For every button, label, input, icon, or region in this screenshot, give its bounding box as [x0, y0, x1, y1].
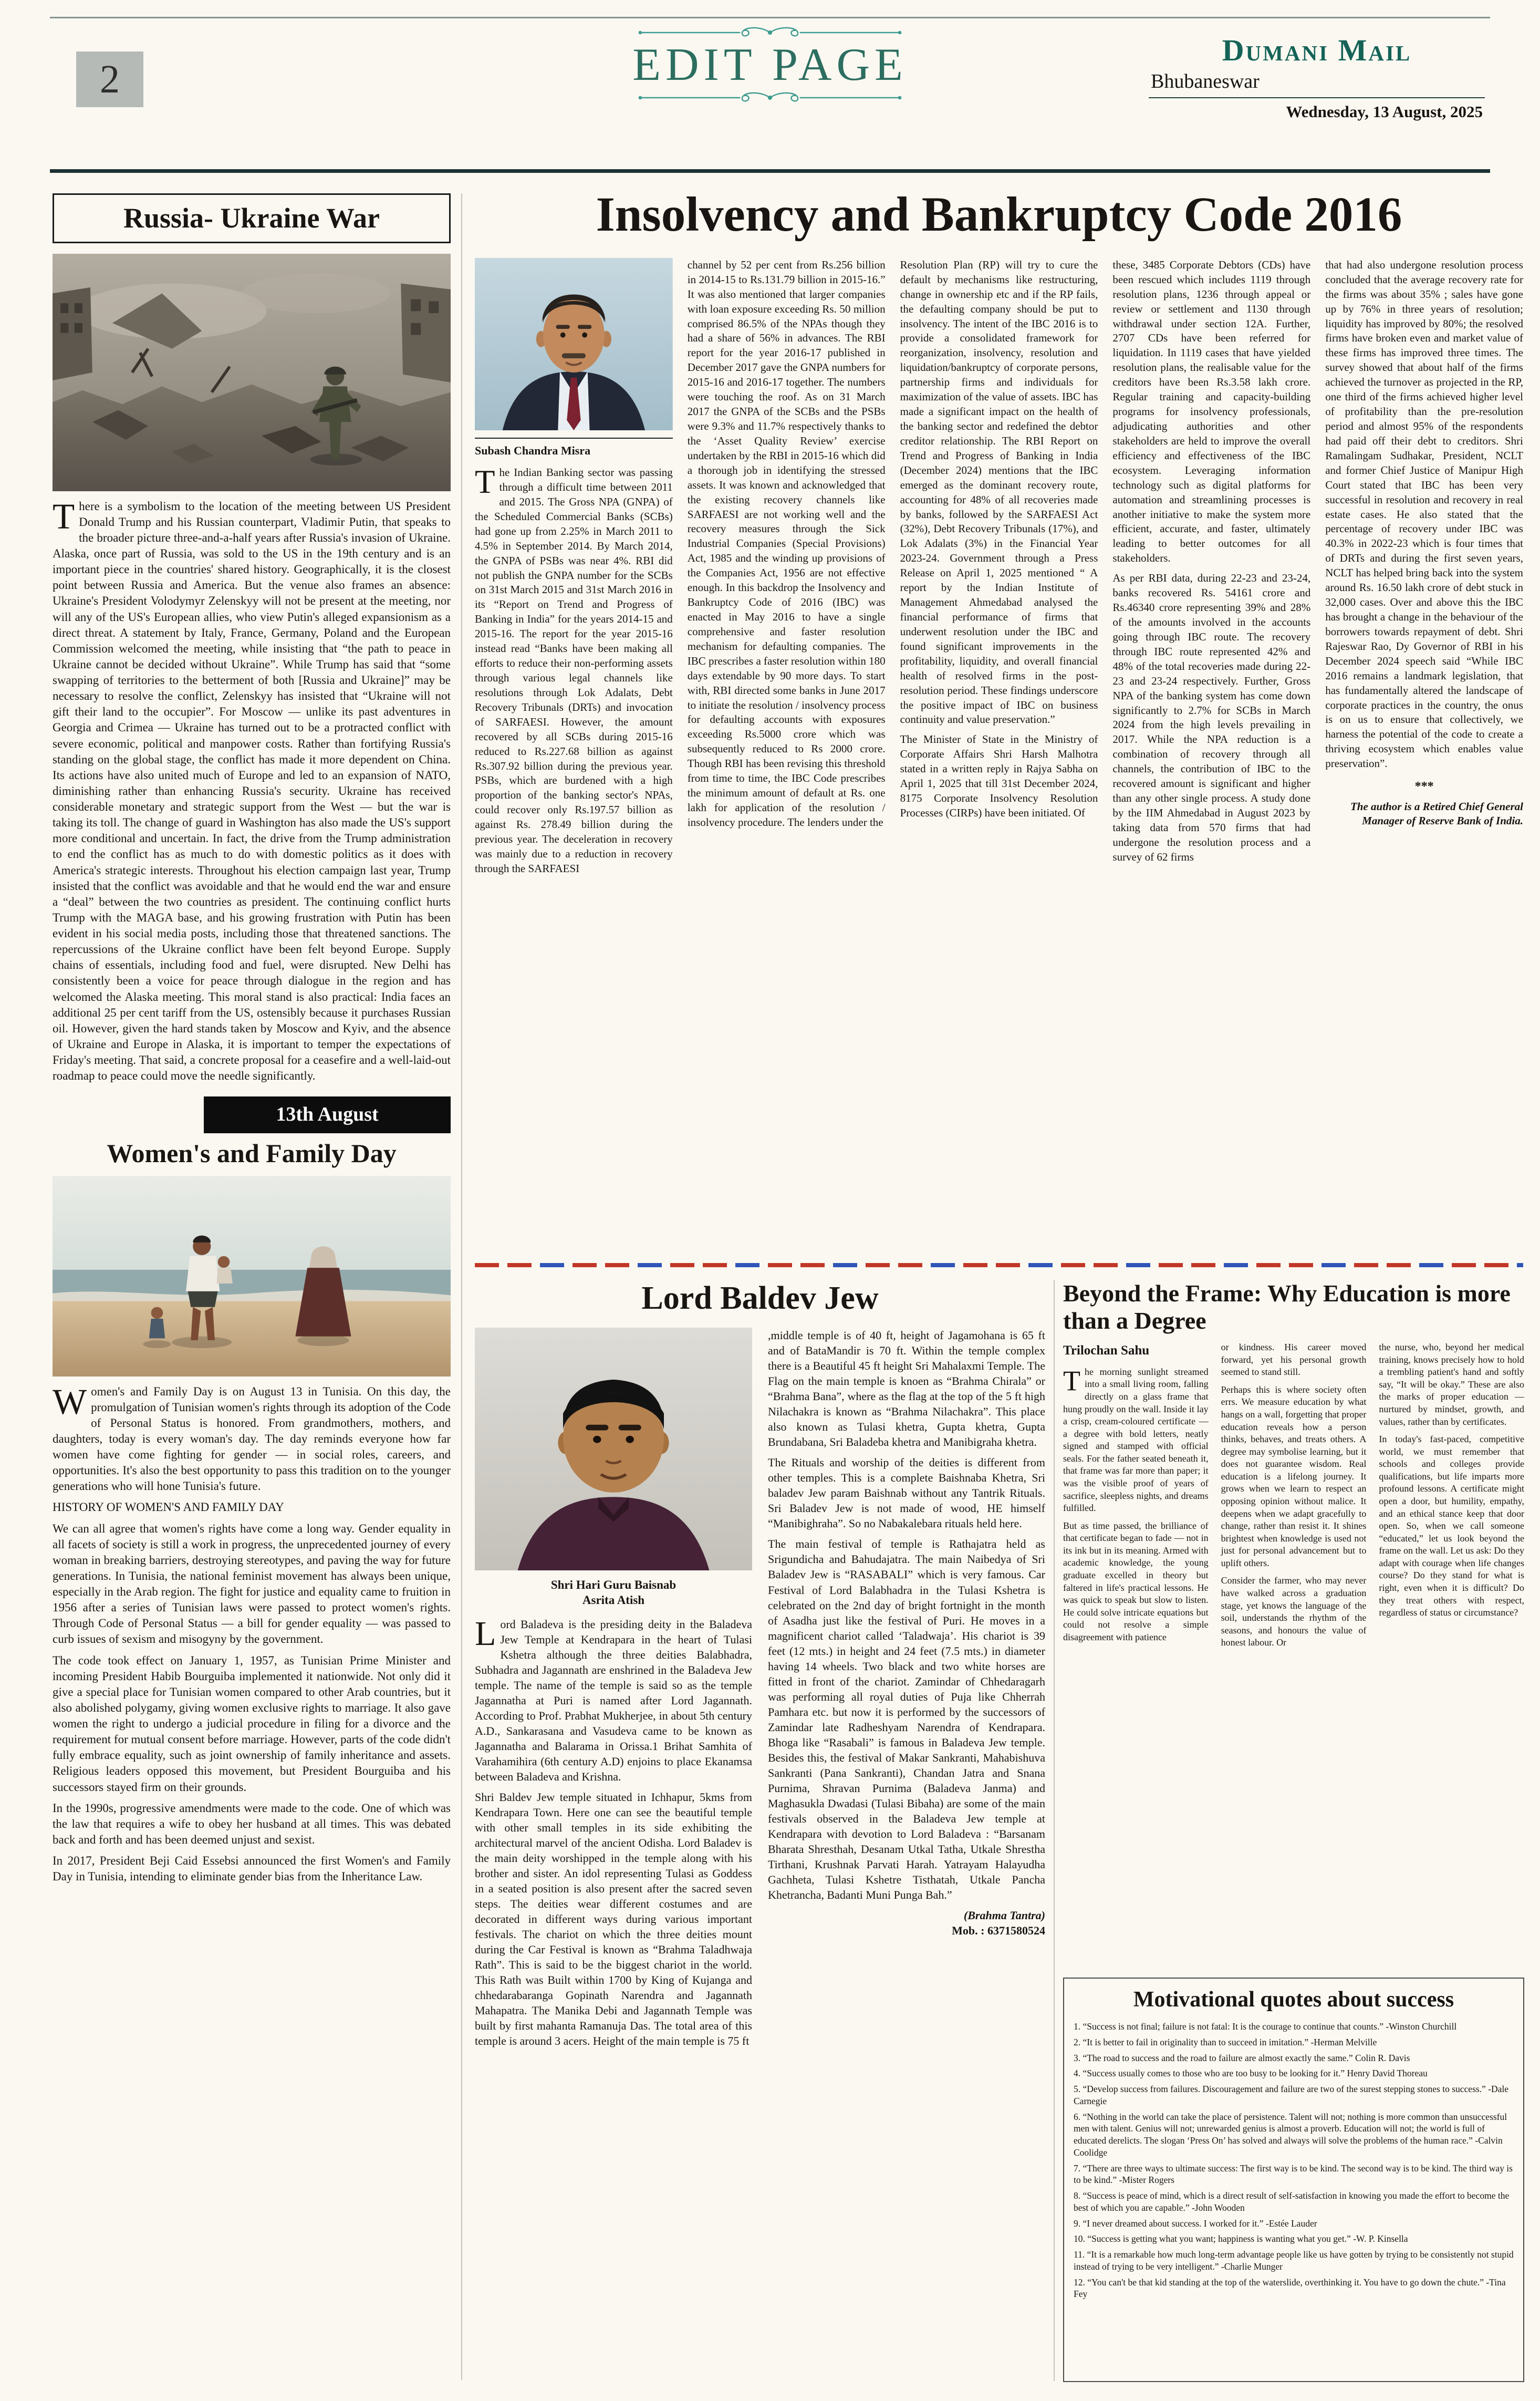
misra-portrait-illustration: [475, 258, 673, 430]
quote-item: 6. “Nothing in the world can take the place of persistence. Talent will not; nothing is more common than unsuccessful men with talent. Genius will not; unrewarded genius is almost a proverb. Education will not; the world is full of educated derelicts. The slogan ‘Press On’ has solved and always will solve the problems of the human race.” -Calvin Coolidge: [1074, 2111, 1507, 2158]
paragraph: Lord Baladeva is the presiding deity in the Baladeva Jew Temple at Kendrapara in the heart of Tulasi Kshetra although the three deities Balabhadra, Subhadra and Jagannath are enshrined in the Baladeva Jew temple. The name of the temple is said so as the temple Jagannatha at Puri is named after Lord Jagannath. According to Prof. Prabhat Mukherjee, in about 5th century A.D., Sankarasana and Vasudeva came to be known as Jagannatha and Balarama in Orissa.1 Brihat Samhita of Varahamihira (6th century A.D) enjoins to place Ekanamsa between Baladeva and Krishna.: [475, 1614, 752, 1783]
insolvency-col1-text: [475, 465, 673, 876]
issue-date: Wednesday, 13 August, 2025: [1286, 102, 1483, 121]
page-number: 2: [76, 51, 143, 107]
paragraph: these, 3485 Corporate Debtors (CDs) have been rescued which includes 1119 through resolution plans, 1236 through appeal or review or settlement and 1130 through withdrawal under section 12A. Further, 2707 CDs have been referred for liquidation. In 1119 cases that have yielded resolution plans, the realisable value for the creditors have been Rs.3.58 lakh crore. Regular training and capacity-building programs for insolvency professionals, adjudicating authorities and other stakeholders are held to improve the overall efficiency and effectiveness of the IBC ecosystem. Leveraging information technology such as digital platforms for automation and streamlining processes is another initiative to make the system more efficient, accurate, and faster, ultimately leading to better outcomes for all stakeholders.: [1112, 258, 1311, 565]
education-col-3: [1379, 1341, 1524, 1654]
quotes-list: [1074, 2021, 1514, 2300]
paragraph: Shri Baldev Jew temple situated in Ichhapur, 5kms from Kendrapara Town. Here one can see the beautiful temple with other small temples in its side exhibiting the architectural marvel of the ancient Odisha. Lord Baladev is the main deity worshipped in the temple along with his brother and sister. An idol representing Tulasi as Goddess in a seated position is also present after the sacred seven steps. The deities wear different costumes and are decorated in different ways during various important festivals. The chariot on which the three deities mount during the Car Festival is known as “Brahma Taladhwaja Rath”. This is said to be the biggest chariot in the world. This Rath was Built within 1700 by King of Kujanga and chhedarabaranga Gopinath Narendra and Jagannath Mahapatra. The Manika Debi and Jagannath Temple was built by first mahanta Ramanuja Das. The total area of this temple is around 3 acers. Height of the main temple is 75 ft: [475, 1790, 752, 2048]
paragraph: We can all agree that women's rights have come a long way. Gender equality in all facets of society is still a work in progress, the unprecedented journey of every woman in breaking barriers, destroying stereotypes, and paving the way for future generations. In Tunisia, the national feminist movement has always been unique, especially in the Arab region. The fight for justice and equality came to fruition in 1956 after a series of Tunisian laws were passed to protect women's rights. Through Code of Personal Status — a bill for gender equality — was passed to curb issues of sexism and misogyny by the government.: [53, 1522, 451, 1646]
top-rule: [50, 17, 1490, 18]
brahma-tantra-signoff: (Brahma Tantra): [963, 1909, 1045, 1922]
paragraph: The Rituals and worship of the deities is different from other temples. This is a complete Baishnaba Khetra, Sri baladev Jew param Baishnab without any Tantrik Rituals. Sri Baladev Jew is not made of wood, HE himself “Manibighraha”. So no Nabakalebara rituals held here.: [768, 1456, 1045, 1530]
paragraph: HISTORY OF WOMEN'S AND FAMILY DAY: [53, 1500, 284, 1514]
footer-stars: ***: [1414, 780, 1434, 794]
banner-13-august: 13th August: [204, 1096, 451, 1133]
education-col1-text: [1063, 1366, 1209, 1644]
masthead-right: [1149, 35, 1485, 121]
paragraph: The main festival of temple is Rathajatra held as Srigundicha and Bahudajatra. The main Naibedya of Sri Baladev Jew is “RASABALI” which is very famous. Car Festival of Lord Balabhadra in the Tulasi Kshetra is celebrated on the 2nd day of bright fortnight in the month of Asadha just like the festival of Puri. He moves in a magnificent chariot called ‘Taladwaja’. His chariot is 39 feet (12 mts.) in height and 24 feet (7.5 mts.) in diameter having 14 wheels. Two black and two white horses are fitted in front of the chariot. Zamindar of Chhedaragarh was performing all royal duties of Puja like Chherrah Pamhara etc. but now it is performed by the successors of Zamindar late Radheshyam Narendra of Kendrapara. Bhoga like “Rasabali” is famous in Baladeva Jew temple. Besides this, the festival of Makar Sankranti, Mahabishuva Sankranti (Pana Sankranti), Chandan Jatra and Snana Purnima, Shravan Purnima (Baladeva Janma) and Maghasukla Dwadasi (Tulasi Bibaha) are some of the main festivals observed in the Baladeva Jew temple at Kendrapara with devotion to Lord Baladeva : “Barsanam Bharata Shresthah, Desanam Utkal Tatha, Utkale Shrestha Tirthani, Krushnak Parvati Harah. Yatrayam Halayudha Gachheta, Tulasi Kshetre Tisthatah, Utkale Pancha Khetrancha, Badanti Muni Punga Bah.”: [768, 1537, 1045, 1902]
paragraph: or kindness. His career moved forward, yet his personal growth seemed to stand still.: [1221, 1342, 1367, 1378]
paragraph: In the 1990s, progressive amendments were made to the code. One of which was the law that requires a wife to obey her husband at all times. This was debated back and forth and has been deemed unjust and sexist.: [53, 1801, 451, 1846]
left-column: [53, 193, 451, 2380]
baldev-headline: Lord Baldev Jew: [641, 1280, 879, 1316]
insolvency-columns: [475, 258, 1523, 882]
atish-portrait: [475, 1328, 752, 1570]
insolvency-article: [475, 188, 1523, 1256]
paragraph: The Indian Banking sector was passing through a difficult time between 2011 and 2015. The Gross NPA (GNPA) of the Scheduled Commercial Banks (SCBs) had gone up from 2.25% in March 2011 to 4.5% in September 2014. By March 2014, the GNPA of PSBs was near 4%. RBI did not publish the GNPA number for the SCBs on 31st March 2015 and 31st March 2016 in its “Report on Trend and Progress of Banking in India” for the years 2014-15 and 2015-16. The report for the year 2015-16 instead read “Banks have been making all efforts to reduce their non-performing assets through various legal channels like resolutions through Lok Adalats, Debt Recovery Tribunals (DRTs) and invocation of SARFAESI. However, the amount recovered by all SCBs during 2015-16 reduced to Rs.227.68 billion as against Rs.307.92 billion during the previous year. PSBs, which are burdened with a high proportion of the banking sector's NPAs, could recover only Rs.197.57 billion as against Rs. 278.49 billion during the previous year. The deceleration in recovery was mainly due to a reduction in recovery through the SARFAESI: [475, 463, 673, 875]
paragraph: channel by 52 per cent from Rs.256 billion in 2014-15 to Rs.131.79 billion in 2015-16.” It was also mentioned that larger companies with loan exposure exceeding Rs. 50 million comprised 86.5% of the NPAs though they had a share of 56% in advances. The RBI report for the year 2016-17 published in December 2017 gave the GNPA numbers for 2015-16 and 2016-17 together. The numbers were touching the roof. As on 31 March 2017 the GNPA of the SCBs and the PSBs were 9.3% and 11.7% respectively thanks to the ‘Asset Quality Review’ exercise undertaken by the RBI in 2015-16 which did a thorough job in identifying the stressed assets. It was known and acknowledged that the existing recovery channels like SARFAESI are not working well and the recovery measures through the Sick Industrial Companies (Special Provisions) Act, 1985 and the winding up provisions of the Companies Act, 1956 are not effective enough. In this backdrop the Insolvency and Bankruptcy Code of 2016 (IBC) was enacted in May 2016 to have a single comprehensive and faster resolution mechanism for defaulting companies. The IBC prescribes a faster resolution within 180 days extendable by 90 more days. To start with, RBI directed some banks in June 2017 to initiate the resolution / insolvency process for defaulting accounts with exposures exceeding Rs.5000 crore which was subsequently reduced to Rs 2000 crore. Though RBI has been revising this threshold from time to time, the IBC Code prescribes the minimum amount of default at Rs. one lakh for application of the resolution / insolvency procedure. The lenders under the: [687, 258, 886, 829]
mobile-number: Mob. : 6371580524: [952, 1924, 1045, 1938]
quote-item: 10. “Success is getting what you want; happiness is wanting what you get.” -W. P. Kinsella: [1074, 2233, 1408, 2244]
paragraph: In today's fast-paced, competitive world, we must remember that schools and colleges provide qualifications, but life imparts more profound lessons. A certificate might open a door, but humility, empathy, and an ethical stance keep that door open. So, when we call someone “educated,” let us look beyond the frame on the wall. Let us ask: Do they adapt with courage when life changes course? Do they stand for what is right, even when it is difficult? Do they treat others with respect, regardless of status or circumstance?: [1379, 1434, 1524, 1618]
education-byline: Trilochan Sahu: [1063, 1343, 1150, 1358]
quote-item: 2. “It is better to fail in originality than to succeed in imitation.” -Herman Melville: [1074, 2036, 1377, 2047]
family-beach-photo: [53, 1176, 451, 1377]
baldev-col-1: [475, 1328, 752, 2054]
paragraph: There is a symbolism to the location of the meeting between US President Donald Trump and his Russian counterpart, Vladimir Putin, that speaks to the broader picture three-and-a-half years after Russia's invasion of Ukraine. Alaska, once part of Russia, was sold to the US in the 19th century and is an important piece in the countries' shared history. Geographically, it is the closest point between Russia and America. But the venue also frames an absence: Ukraine's President Volodymyr Zelenskyy will not be present at the meeting, nor will any of the US's European allies, who view Putin's alleged expansionism as a direct threat. A statement by Italy, France, Germany, Poland and the European Commission welcomed the meeting, while insisting that “the path to peace in Ukraine cannot be decided without Ukraine”. While Trump has said that “some swapping of territories to the betterment of both [Russia and Ukraine]” may be necessary to resolve the conflict, Zelenskyy has insisted that “Ukraine will not gift their land to the occupier”. For Moscow — unlike its past adventures in Georgia and Crimea — Ukraine has turned out to be a protracted conflict with severe economic, political and manpower costs. Rather than fortifying Russia's standing on the global stage, the conflict has made it more dependent on China. Its actions have also united much of Europe and led to an expansion of NATO, diminishing rather than enhancing Russia's security. Ukraine has received considerable monetary and strategic support from the West — but the war is taking its toll. The change of guard in Washington has also made the US's support more conditional and uncertain. In fact, the drive from the Trump administration to end the conflict has as much to do with domestic politics as it does with America's strategic interests. Throughout his election campaign last year, Trump insisted that the conflict was avoidable and that he would end the war and ensure a “deal” between the two countries as president. The continuing conflict hurts Trump with the MAGA base, and his growing frustration with Putin has been evident in his social media posts, including those that threatened sanctions. The repercussions of the Ukraine conflict have been felt beyond Europe. Supply chains of essentials, including food and fuel, were disrupted. New Delhi has consistently been a voice for peace through dialogue in the region and has welcomed the Alaska meeting. This moral stand is also practical: India faces an additional 25 per cent tariff from the US, ostensibly because it purchases Russian oil. However, given the hard stands taken by Moscow and Kyiv, and the absence of Ukraine and Europe in Alaska, it is important to temper the expectations of Friday's meeting. That said, a concrete proposal for a ceasefire and a well-laid-out roadmap to peace could move the needle significantly.: [53, 496, 451, 1083]
header-rule: [50, 169, 1490, 173]
insolvency-col-3: [900, 258, 1098, 882]
paper-name: Dumani Mail: [1222, 33, 1412, 67]
paragraph: The code took effect on January 1, 1957, as Tunisian Prime Minister and incoming President Habib Bourguiba implemented it nationwide. Not only did it give a special place for Tunisian women compared to other Arab countries, but it also abolished polygamy, giving women exclusive rights to marriage. It also gave women the right to undergo a judicial procedure in filing for a divorce and the requirement for mutual consent before marriage. However, parts of the code didn't fully embrace equality, such as joint ownership of family inheritance and assets. Religious leaders opposed this movement, but President Bourguiba and his successors stayed firm on their grounds.: [53, 1653, 451, 1794]
baldev-article: [475, 1280, 1045, 2382]
quotes-title: Motivational quotes about success: [1133, 1988, 1454, 2012]
atish-caption: [475, 1578, 752, 1608]
education-col-2: [1221, 1341, 1367, 1654]
paragraph: In 2017, President Beji Caid Essebsi announced the first Women's and Family Day in Tunisia, intending to eliminate gender bias from the Inheritance Law.: [53, 1854, 451, 1883]
war-photo-illustration: [53, 254, 451, 491]
womens-article-body: [53, 1381, 451, 1885]
atish-portrait-illustration: [475, 1328, 752, 1570]
paragraph: Consider the farmer, who may never have walked across a graduation stage, yet knows the language of the soil, understands the rhythm of the seasons, and honours the value of honest labour. Or: [1221, 1575, 1367, 1648]
author-note: The author is a Retired Chief General Manager of Reserve Bank of India.: [1350, 800, 1523, 827]
baldev-col1-text: [475, 1614, 752, 2049]
quote-item: 3. “The road to success and the road to failure are almost exactly the same.” Colin R. Davis: [1074, 2052, 1410, 2063]
quote-item: 1. “Success is not final; failure is not fatal: It is the courage to continue that counts.” -Winston Churchill: [1074, 2021, 1457, 2032]
atish-caption-line2: Asrita Atish: [582, 1593, 645, 1607]
insolvency-col-4: [1112, 258, 1310, 882]
flourish-bottom-icon: [623, 90, 917, 105]
russia-article-headline: Russia- Ukraine War: [53, 193, 451, 243]
quote-item: 8. “Success is peace of mind, which is a direct result of self-satisfaction in knowing you made the effort to become the best of which you are capable.” -John Wooden: [1074, 2190, 1510, 2213]
education-article: [1063, 1280, 1524, 1969]
masthead-center: [429, 25, 1111, 105]
paragraph: The morning sunlight streamed into a small living room, falling directly on a glass frame that hung proudly on the wall. Inside it lay a crisp, cream-coloured certificate — a degree with bold letters, neatly signed and stamped with official seals. For the father seated beneath it, that frame was far more than paper; it was the visible proof of years of sacrifice, sleepless nights, and dreams fulfilled.: [1063, 1364, 1209, 1514]
atish-caption-line1: Shri Hari Guru Baisnab: [550, 1578, 677, 1591]
quote-item: 7. “There are three ways to ultimate success: The first way is to be kind. The second way is to be kind. The third way is to be kind.” -Mister Rogers: [1074, 2162, 1513, 2186]
vertical-rule-left: [461, 193, 462, 2380]
quote-item: 5. “Develop success from failures. Discouragement and failure are two of the surest stepping stones to success.” -Dale Carnegie: [1074, 2084, 1509, 2106]
beach-photo-illustration: [53, 1176, 451, 1377]
education-headline: Beyond the Frame: Why Education is more than a Degree: [1063, 1280, 1511, 1334]
vertical-rule-middle: [1054, 1280, 1055, 2381]
quote-item: 12. “You can't be that kid standing at the top of the waterslide, overthinking it. You have to go down the chute.” -Tina Fey: [1074, 2276, 1506, 2300]
baldev-col2-text: [768, 1328, 1045, 1902]
paragraph: Women's and Family Day is on August 13 in Tunisia. On this day, the promulgation of Tunisian women's rights through its adoption of the Code of Personal Status is honored. From grandmothers, mothers, and daughters, today is every woman's day. The day reminds everyone how far women have come fighting for gender — in social roles, careers, and opportunities. It's also the best opportunity to pass this tradition on to the younger generations who will hone Tunisia's future.: [53, 1381, 451, 1493]
womens-day-headline: Women's and Family Day: [107, 1139, 397, 1168]
baldev-col-2: [768, 1328, 1045, 2054]
education-col-1: [1063, 1341, 1209, 1654]
paragraph: The Minister of State in the Ministry of Corporate Affairs Shri Harsh Malhotra stated in a written reply in Rajya Sabha on April 1, 2025 that till 31st December 2024, 8175 Corporate Insolvency Resolution Processes (CIRPs) have been initiated. Of: [900, 733, 1098, 819]
insolvency-col5-text: [1325, 258, 1523, 771]
paragraph: Resolution Plan (RP) will try to cure the default by mechanisms like restructuring, change in ownership etc and if the RP fails, the defaulting company should be put to insolvency. The intent of the IBC 2016 is to provide a consolidated framework for reorganization, insolvency, resolution and liquidation/bankruptcy of corporate persons, partnership firms and individuals for maximization of the value of assets. IBC has made a significant impact on the health of the banking sector and redefined the debtor creditor relationship. The RBI Report on Trend and Progress of Banking in India (December 2024) mentions that the IBC emerged as the dominant recovery route, accounting for 48% of all recoveries made by banks, followed by the SARFAESI Act (32%), Debt Recovery Tribunals (17%), and Lok Adalats (3%) in the Financial Year 2023-24. Government through a Press Release on April 1, 2025 mentioned “ A report by the Indian Institute of Management Ahmedabad analysed the financial performance of firms that underwent resolution under the IBC and found significant improvements in the profitability, liquidity, and overall financial health of resolved firms in the post-resolution period. These findings underscore the positive impact of IBC on business continuity and value preservation.”: [900, 258, 1098, 726]
paragraph: Perhaps this is where society often errs. We measure education by what hangs on a wall, forgetting that proper education reveals how a person thinks, behaves, and treats others. A degree may symbolise learning, but it does not guarantee wisdom. Real education is a lifelong journey. It grows when we learn to respect an opposing opinion without malice. It deepens when we adapt gracefully to change, rather than resist it. It shines brightest when knowledge is used not just for personal advancement but to uplift others.: [1221, 1384, 1367, 1568]
dashed-separator: [475, 1263, 1523, 1267]
paragraph: ,middle temple is of 40 ft, height of Jagamohana is 65 ft and of BataMandir is 70 ft. Within the temple complex there is a Beautiful 45 ft height Sri Mahalaxmi Temple. The Flag on the main temple is knoen as “Brahma Chirala” or “Brahma Bana”, where as the flag at the top of the 5 ft high Nilachakra is known as “Brahma Nilachakra”. This place also known as Tulasi khetra, Gupta khetra, Gupta Brundabana, Sri Baladeba khetra and Manibigraha khetra.: [768, 1329, 1045, 1449]
russia-article-body: [53, 496, 451, 1084]
misra-caption: Subash Chandra Misra: [475, 438, 673, 458]
misra-portrait: [475, 258, 673, 430]
insolvency-col-1: [475, 258, 673, 882]
insolvency-headline: Insolvency and Bankruptcy Code 2016: [596, 188, 1402, 242]
quote-item: 11. “It is a remarkable how much long-term advantage people like us have gotten by trying to be consistently not stupid instead of trying to be very intelligent.” -Charlie Munger: [1074, 2249, 1514, 2272]
page-title: EDIT PAGE: [632, 39, 908, 90]
page-header: [50, 21, 1490, 164]
baldev-columns: [475, 1328, 1045, 2054]
quote-item: 4. “Success usually comes to those who are too busy to be looking for it.” Henry David Thoreau: [1074, 2068, 1428, 2079]
education-columns: [1063, 1341, 1524, 1654]
flourish-top-icon: [623, 25, 917, 40]
insolvency-col-5: [1325, 258, 1523, 882]
quote-item: 9. “I never dreamed about success. I worked for it.” -Estée Lauder: [1074, 2218, 1317, 2229]
insolvency-col-2: [688, 258, 886, 882]
paragraph: that had also undergone resolution process concluded that the average recovery rate for the firms was about 35% ; sales have gone up by 76% in three years of resolution; liquidity has improved by 80%; the resolved firms have broken even and market value of these firms has improved three times. The survey showed that about half of the firms achieved the turnover as projected in the RP, one third of the firms achieved higher level of profitability than the pre-resolution period and almost 95% of the respondents had paid off their debt to creditors. Shri Ramalingam Sudhakar, President, NCLT and former Chief Justice of Manipur High Court stated that IBC has been very successful in resolution and recovery in real estate cases. He also stated that the percentage of recovery under IBC was 40.3% in 2022-23 which is four times that of DRTs and during the first seven years, NCLT has helped bring back into the system around Rs. 16.50 lakh crore of debt stuck in 32,000 cases. Over and above this the IBC has brought a change in the behaviour of the borrowers towards repayment of debt. Shri Rajeswar Rao, Dy Governor of RBI in his December 2024 speech said “While IBC 2016 remains a landmark legislation, that has fundamentally altered the landscape of corporate practices in the country, the onus is on us to ensure that collectively, we harness the potential of the code to create a thriving ecosystem which enables value preservation”.: [1325, 258, 1523, 770]
quotes-box: [1063, 1978, 1524, 2382]
paragraph: But as time passed, the brilliance of that certificate began to fade — not in its ink but in its meaning. Armed with academic knowledge, the young graduate excelled in theory but faltered in life's practical lessons. He was quick to speak but slow to listen. He could solve intricate equations but could not resolve a simple disagreement with patience: [1063, 1520, 1209, 1642]
paragraph: the nurse, who, beyond her medical training, knows precisely how to hold a trembling patient's hand and softly say, “It will be okay.” These are also the marks of proper education — nurtured by mindset, growth, and values, rather than by certificates.: [1379, 1342, 1524, 1427]
city: Bhubaneswar: [1149, 67, 1485, 98]
paragraph: As per RBI data, during 22-23 and 23-24, banks recovered Rs. 54161 crore and Rs.46340 crore representing 39% and 28% of the amounts involved in the accounts going through IBC route. The recovery through IBC route represented 42% and 48% of the total recoveries made during 22-23 and 23-24 respectively. Further, Gross NPA of the banking system has come down significantly to 2.7% for SCBs in March 2024 from the high levels prevailing in 2017. While the NPA reduction is a combination of recovery through all channels, the contribution of IBC to the recovered amount is significant and higher than any other single process. A study done by the IIM Ahmedabad in August 2023 by taking data from 570 firms that had undergone the resolution process and a survey of 62 firms: [1112, 572, 1311, 863]
russia-war-photo: [53, 254, 451, 491]
